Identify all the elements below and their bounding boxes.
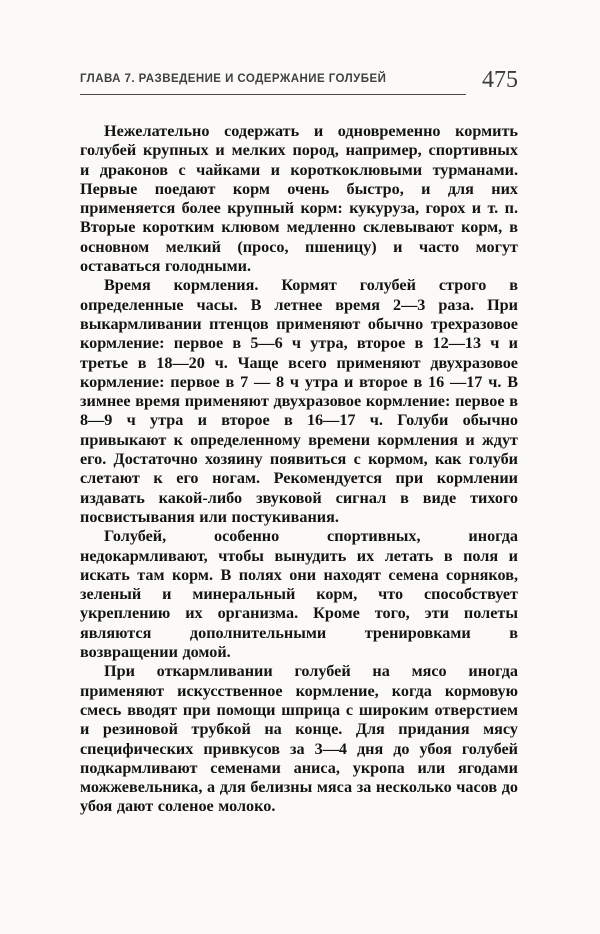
page-number: 475	[482, 67, 518, 93]
paragraph-fattening-for-meat: При откармливании голубей на мясо иногда применяют искусственное кормление, когда кормовую смесь вводят при помощи шприца с широким отверстием и резиновой трубкой на конце. Для придания мясу специфических привкусов за 3—4 дня до убоя голубей подкармливают семенами аниса, укропа или ягодами можжевельника, а для белизны мяса за несколько часов до убоя дают соленое молоко.	[80, 662, 518, 816]
paragraph-feeding-times: Время кормления. Кормят голубей строго в определенные часы. В летнее время 2—3 раза. При выкармливании птенцов применяют обычно трехразовое кормление: первое в 5—6 ч утра, второе в 12—13 ч и третье в 18—20 ч. Чаще всего применяют двухразовое кормление: первое в 7 — 8 ч утра и второе в 16 —17 ч. В зимнее время применяют двухразовое кормление: первое в 8—9 ч утра и второе в 16—17 ч. Голуби обычно привыкают к определенному времени кормления и ждут его. Достаточно хозяину появиться с кормом, как голуби слетают к его ногам. Рекомендуется при кормлении издавать какой-либо звуковой сигнал в виде тихого посвистывания или постукивания.	[80, 276, 518, 526]
chapter-title-container	[80, 69, 466, 95]
paragraph-underfeeding-sport-pigeons: Голубей, особенно спортивных, иногда недокармливают, чтобы вынудить их летать в поля и искать там корм. В полях они находят семена сорняков, зеленый и минеральный корм, что способствует укреплению их организма. Кроме того, эти полеты являются дополнительными тренировками в возвращении домой.	[80, 527, 518, 662]
page-header	[80, 68, 518, 95]
paragraph-feeding-mixed-breeds: Нежелательно содержать и одновременно кормить голубей крупных и мелких пород, например, спортивных и драконов с чайками и короткоклювыми турманами. Первые поедают корм очень быстро, и для них применяется более крупный корм: кукуруза, горох и т. п. Вторые коротким клювом медленно склевывают корм, в основном мелкий (просо, пшеницу) и часто могут оставаться голодными.	[80, 122, 518, 276]
chapter-title: ГЛАВА 7. РАЗВЕДЕНИЕ И СОДЕРЖАНИЕ ГОЛУБЕЙ	[80, 73, 387, 85]
page-body	[80, 122, 518, 817]
